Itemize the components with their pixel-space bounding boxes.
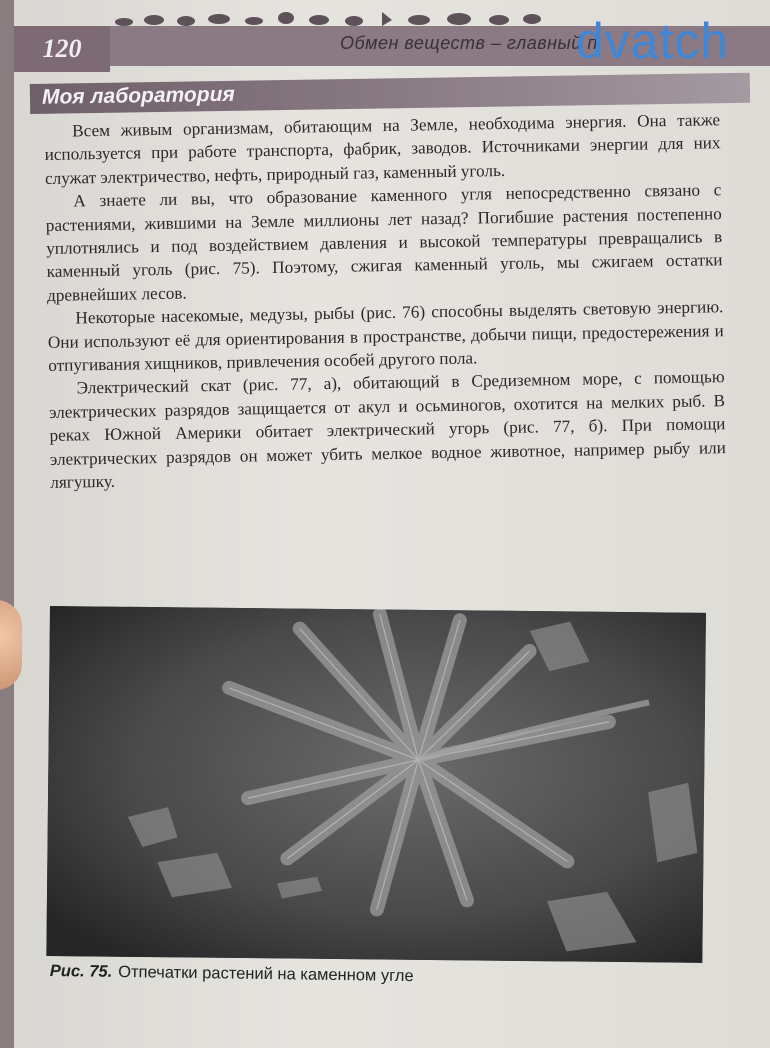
body-text (44, 108, 726, 494)
paragraph: А знаете ли вы, что образование каменного угля непосредственно связано с растениями, жившими на Земле миллионы лет назад? Погибшие растения постепенно уплотнялись и под воздействием давления и высокой температуры превращались в каменный уголь (рис. 75). Поэтому, сжигая каменный уголь, мы сжигаем остатки древнейших лесов. (45, 180, 723, 305)
page-number: 120 (42, 34, 82, 63)
section-title-bar (30, 73, 750, 114)
paragraph: Некоторые насекомые, медузы, рыбы (рис. 76) способны выделять световую энергию. Они используют её для ориентирования в пространстве, добычи пищи, предостережения и отпугивания хищников, привлечения особей другого пола. (47, 297, 724, 376)
figure-label: Рис. 75. (49, 962, 113, 981)
watermark-logo: dvatch (576, 13, 730, 69)
paragraph: Электрический скат (рис. 77, а), обитающий в Средиземном море, с помощью электрических разрядов защищается от акул и осьминогов, охотится на мелких рыб. В реках Южной Америки обитает электрический угорь (рис. 77, б). При помощи электрических разрядов он может убить мелкое водное животное, например рыбу или лягушку. (48, 367, 726, 493)
fossil-photo (46, 606, 706, 963)
figure-caption (50, 962, 414, 986)
running-title: Обмен веществ – главный п (340, 33, 598, 53)
paragraph: Всем живым организмам, обитающим на Земле, необходима энергия. Она также используется при работе транспорта, фабрик, заводов. Источниками энергии для них служат электричество, нефть, природный газ, каменный уголь. (44, 110, 721, 188)
finger (0, 600, 22, 690)
animal-silhouettes-decoration (114, 6, 544, 30)
page-number-box (14, 26, 110, 72)
figure-caption-text: Отпечатки растений на каменном угле (118, 962, 414, 986)
section-title: Моя лаборатория (41, 82, 235, 109)
book-page (14, 0, 770, 1048)
fossil-plant-imprint-image (46, 606, 706, 963)
